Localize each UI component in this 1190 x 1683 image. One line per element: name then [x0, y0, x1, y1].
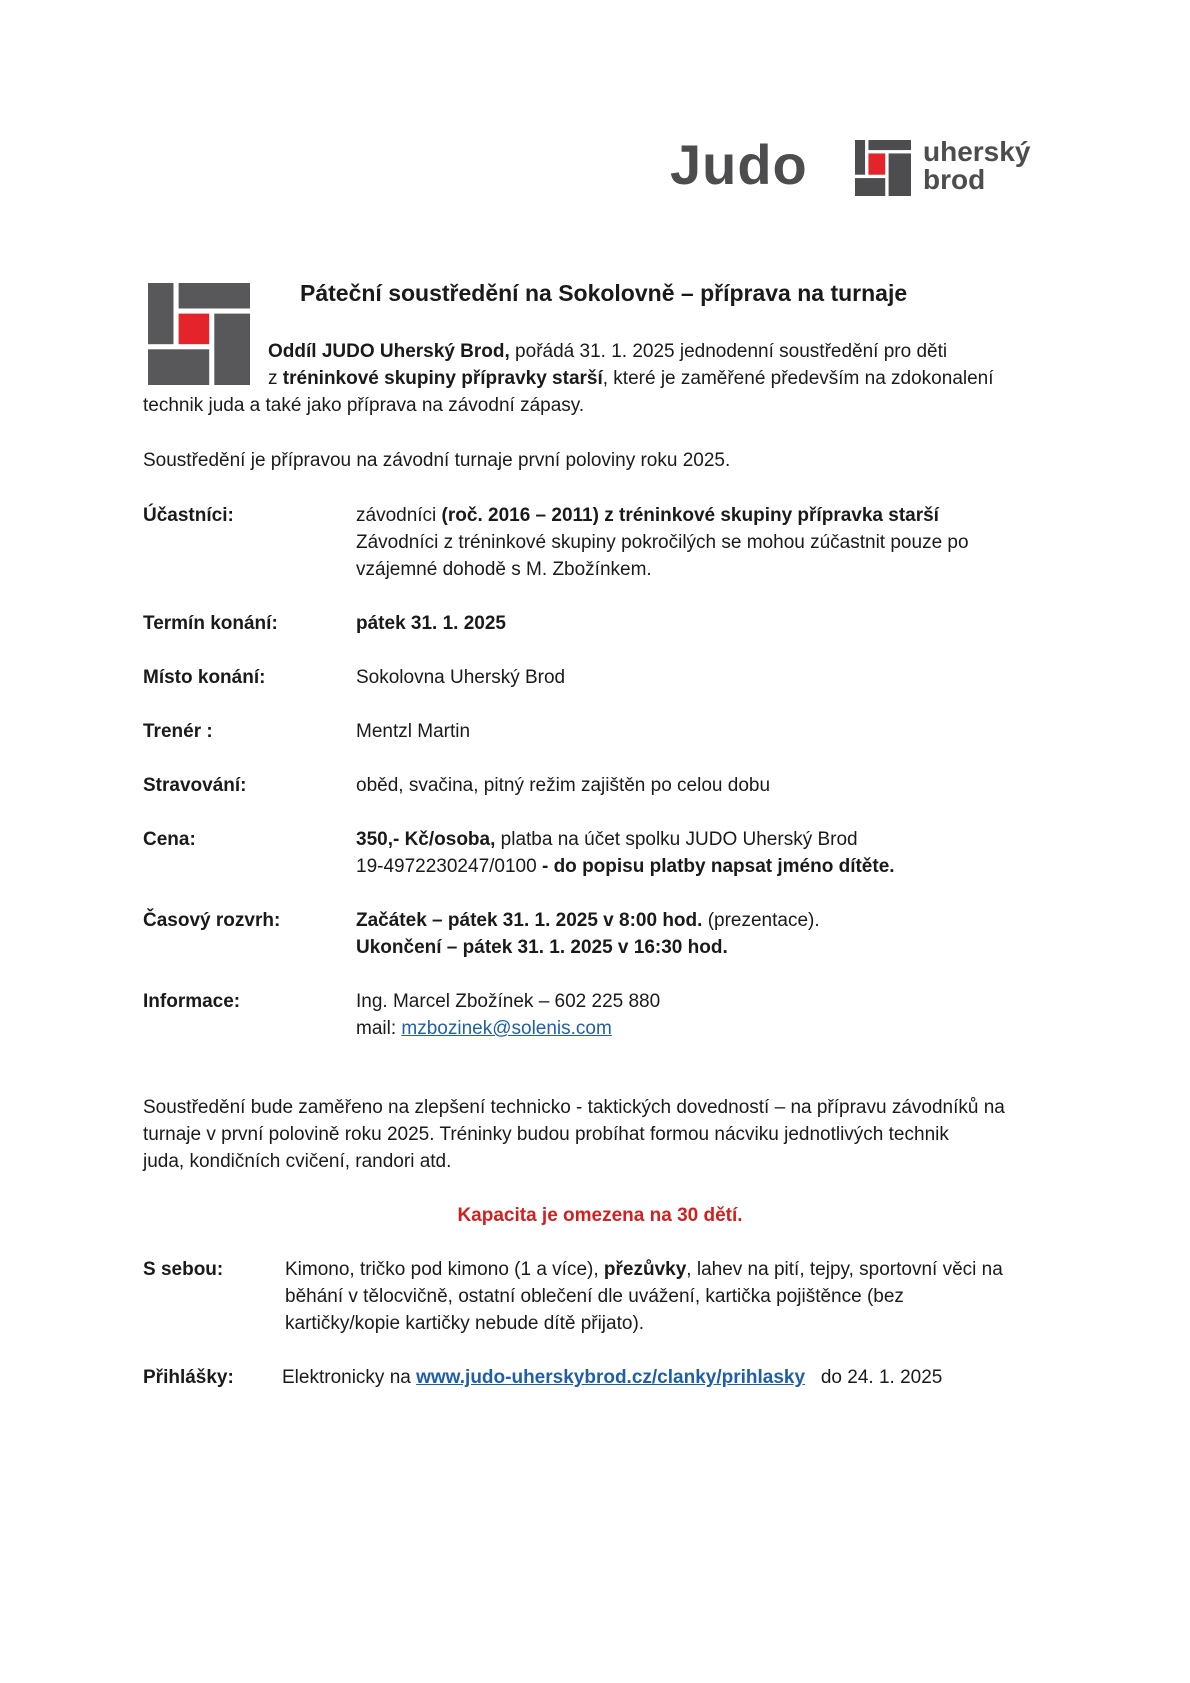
mail-label: mail: [356, 1018, 402, 1039]
participants-label: Účastníci: [143, 505, 234, 526]
schedule-start [356, 907, 1056, 934]
intro-line-1 [268, 338, 1028, 365]
price-label: Cena: [143, 829, 196, 850]
participants-bold: (roč. 2016 – 2011) z tréninkové skupiny přípravka starší [441, 505, 939, 526]
logo-word: Judo [670, 133, 808, 196]
paragraph-2-line-1: Soustředění bude zaměřeno na zlepšení technicko - taktických dovedností – na přípravu závodníků na [143, 1097, 1005, 1118]
date-label: Termín konání: [143, 613, 278, 634]
capacity-notice: Kapacita je omezena na 30 dětí. [457, 1205, 743, 1226]
bring-line-1 [285, 1256, 1065, 1283]
payment-note: - do popisu platby napsat jméno dítěte. [536, 856, 895, 877]
date-value: pátek 31. 1. 2025 [356, 613, 506, 634]
price-amount: 350,- Kč/osoba, [356, 829, 496, 850]
bring-line-2: běhání v tělocvičně, ostatní oblečení dle uvážení, kartička pojištěnce (bez [285, 1286, 904, 1307]
document-title: Páteční soustředění na Sokolovně – příprava na turnaje [300, 280, 908, 306]
participants-normal: závodníci [356, 505, 442, 526]
participants-line-3: vzájemné dohodě s M. Zbožínkem. [356, 559, 652, 580]
bring-line-1-b: , lahev na pití, tejpy, sportovní věci na [686, 1259, 1003, 1280]
org-name: Oddíl JUDO Uherský Brod, [268, 341, 510, 362]
schedule-start-note: (prezentace). [702, 910, 820, 931]
info-label: Informace: [143, 991, 241, 1012]
bring-label: S sebou: [143, 1259, 224, 1280]
venue-label: Místo konání: [143, 667, 266, 688]
email-link[interactable]: mzbozinek@solenis.com [401, 1018, 612, 1039]
registration-prefix: Elektronicky na [282, 1367, 417, 1388]
judo-mark-icon [855, 140, 911, 196]
paragraph-2-line-3: juda, kondičních cvičení, randori atd. [143, 1151, 452, 1172]
bank-account: 19-4972230247/0100 [356, 856, 537, 877]
logo-city-line2: brod [923, 164, 986, 195]
intro-line-2 [268, 365, 1028, 392]
coach-value: Mentzl Martin [356, 721, 471, 742]
judo-mark-large-icon [148, 283, 250, 385]
participants-line-2: Závodníci z tréninkové skupiny pokročilých se mohou zúčastnit pouze po [356, 532, 969, 553]
schedule-value [356, 907, 1056, 961]
schedule-end: Ukončení – pátek 31. 1. 2025 v 16:30 hod. [356, 937, 728, 958]
bring-line-1-a: Kimono, tričko pod kimono (1 a více), [285, 1259, 604, 1280]
paragraph-2 [143, 1094, 1063, 1175]
registration-link[interactable]: www.judo-uherskybrod.cz/clanky/prihlasky [416, 1367, 806, 1388]
registration-label: Přihlášky: [143, 1367, 234, 1388]
paragraph-2-line-2: turnaje v první polovině roku 2025. Tréninky budou probíhat formou nácviku jednotlivých technik [143, 1124, 949, 1145]
meals-value: oběd, svačina, pitný režim zajištěn po celou dobu [356, 775, 771, 796]
logo-city [923, 138, 1030, 194]
training-group: tréninkové skupiny přípravky starší [282, 368, 603, 389]
schedule-label: Časový rozvrh: [143, 910, 281, 931]
participants-line-1 [356, 502, 1056, 529]
venue-value: Sokolovna Uherský Brod [356, 667, 566, 688]
price-payment: platba na účet spolku JUDO Uherský Brod [495, 829, 858, 850]
intro-line-3: technik juda a také jako příprava na závodní zápasy. [143, 395, 585, 416]
info-mail [356, 1015, 1056, 1042]
intro-line-1-rest: pořádá 31. 1. 2025 jednodenní soustředění pro děti [509, 341, 948, 362]
schedule-start-time: Začátek – pátek 31. 1. 2025 v 8:00 hod. [356, 910, 703, 931]
price-line-1 [356, 826, 1056, 853]
price-value [356, 826, 1056, 880]
intro-line-2-rest: , které je zaměřené především na zdokonalení [602, 368, 994, 389]
bring-value [285, 1256, 1065, 1337]
registration-value [282, 1364, 1082, 1391]
info-value [356, 988, 1056, 1042]
intro-line-2-prefix: z [268, 368, 283, 389]
paragraph-1: Soustředění je přípravou na závodní turnaje první poloviny roku 2025. [143, 450, 731, 471]
bring-slippers: přezůvky [603, 1259, 687, 1280]
meals-label: Stravování: [143, 775, 247, 796]
logo-city-line1: uherský [923, 136, 1031, 167]
header-logo [670, 130, 1050, 200]
info-contact: Ing. Marcel Zbožínek – 602 225 880 [356, 991, 661, 1012]
participants-value [356, 502, 1056, 583]
coach-label: Trenér : [143, 721, 213, 742]
price-line-2 [356, 853, 1056, 880]
bring-line-3: kartičky/kopie kartičky nebude dítě přijato). [285, 1313, 645, 1334]
registration-deadline: do 24. 1. 2025 [805, 1367, 943, 1388]
